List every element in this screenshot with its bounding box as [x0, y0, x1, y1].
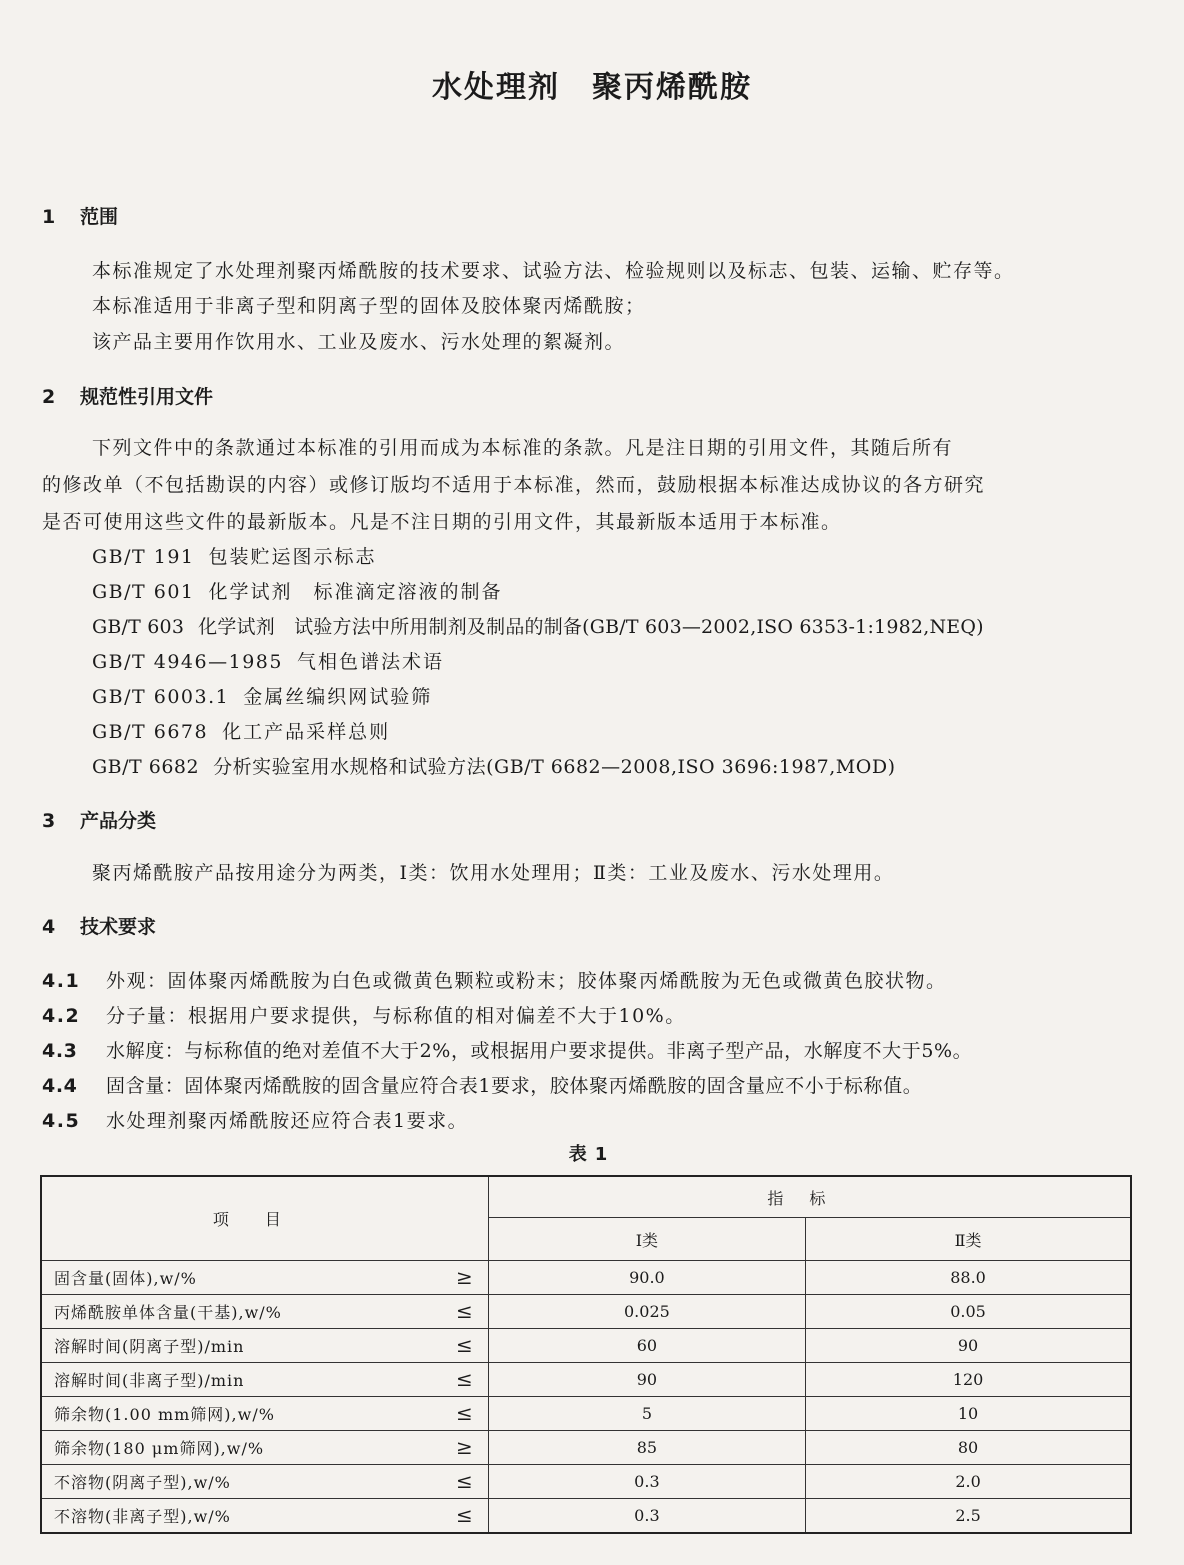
comparison-operator: ≤ — [455, 1401, 474, 1425]
section-title: 技术要求 — [80, 916, 157, 938]
table-header-class-1: Ⅰ类 — [488, 1218, 805, 1261]
table-header-index: 指标 — [488, 1176, 1131, 1218]
table-row — [41, 1397, 1131, 1431]
reference-code: GB/T 603 — [92, 616, 185, 638]
comparison-operator: ≤ — [455, 1333, 474, 1357]
row-item — [41, 1329, 488, 1363]
clause-item — [42, 1071, 922, 1098]
class-2-value: 88.0 — [806, 1261, 1131, 1295]
section-title: 产品分类 — [80, 810, 157, 832]
class-1-value: 90 — [488, 1363, 805, 1397]
clause-item — [42, 1106, 468, 1133]
section-number: 3 — [42, 810, 56, 832]
class-2-value: 2.0 — [806, 1465, 1131, 1499]
row-item — [41, 1261, 488, 1295]
reference-title: 气相色谱法术语 — [296, 651, 444, 673]
table-header-class-2: Ⅱ类 — [806, 1218, 1131, 1261]
reference-code: GB/T 4946—1985 — [92, 651, 283, 673]
paragraph: 的修改单（不包括勘误的内容）或修订版均不适用于本标准，然而，鼓励根据本标准达成协议的各方研究 — [42, 474, 986, 496]
paragraph: 该产品主要用作饮用水、工业及废水、污水处理的絮凝剂。 — [92, 331, 626, 353]
comparison-operator: ≤ — [455, 1469, 474, 1493]
reference-code: GB/T 191 — [92, 546, 195, 568]
clause-item — [42, 1036, 972, 1063]
row-item — [41, 1431, 488, 1465]
reference-item — [92, 542, 377, 569]
clause-number: 4.2 — [42, 1005, 81, 1027]
row-item — [41, 1465, 488, 1499]
table-row — [41, 1465, 1131, 1499]
section-number: 1 — [42, 206, 56, 228]
class-1-value: 0.3 — [488, 1465, 805, 1499]
clause-number: 4.1 — [42, 970, 81, 992]
item-label: 溶解时间(阴离子型)/min — [54, 1337, 245, 1356]
clause-text: 水处理剂聚丙烯酰胺还应符合表1要求。 — [106, 1110, 469, 1132]
paragraph: 本标准规定了水处理剂聚丙烯酰胺的技术要求、试验方法、检验规则以及标志、包装、运输、贮存等。 — [92, 260, 1015, 282]
paragraph: 是否可使用这些文件的最新版本。凡是不注日期的引用文件，其最新版本适用于本标准。 — [42, 511, 842, 533]
reference-title: 化工产品采样总则 — [222, 721, 391, 743]
reference-item — [92, 612, 984, 639]
clause-text: 分子量：根据用户要求提供，与标称值的相对偏差不大于10%。 — [106, 1005, 686, 1027]
reference-code: GB/T 601 — [92, 581, 195, 603]
class-2-value: 10 — [806, 1397, 1131, 1431]
class-1-value: 0.3 — [488, 1499, 805, 1534]
clause-item — [42, 966, 947, 993]
reference-item — [92, 752, 896, 779]
clause-item — [42, 1001, 686, 1028]
paragraph: 本标准适用于非离子型和阴离子型的固体及胶体聚丙烯酰胺； — [92, 295, 646, 317]
clause-text: 水解度：与标称值的绝对差值不大于2%，或根据用户要求提供。非离子型产品，水解度不大于5%。 — [106, 1040, 973, 1062]
section-number: 4 — [42, 916, 56, 938]
document-title: 水处理剂 聚丙烯酰胺 — [432, 70, 752, 105]
reference-title: 金属丝编织网试验筛 — [243, 686, 433, 708]
item-label: 不溶物(非离子型),w/% — [54, 1507, 231, 1526]
table-row — [41, 1329, 1131, 1363]
section-1-heading — [42, 202, 118, 229]
reference-title: 包装贮运图示标志 — [208, 546, 377, 568]
clause-text: 固含量：固体聚丙烯酰胺的固含量应符合表1要求，胶体聚丙烯酰胺的固含量应不小于标称值。 — [106, 1075, 923, 1097]
table-row — [41, 1295, 1131, 1329]
reference-code: GB/T 6682 — [92, 756, 200, 778]
class-1-value: 60 — [488, 1329, 805, 1363]
reference-item — [92, 717, 390, 744]
clause-text: 外观：固体聚丙烯酰胺为白色或微黄色颗粒或粉末；胶体聚丙烯酰胺为无色或微黄色胶状物。 — [106, 970, 947, 992]
reference-title: 化学试剂 试验方法中所用制剂及制品的制备(GB/T 603—2002,ISO 6353-1:1982,NEQ) — [198, 616, 984, 638]
table-row — [41, 1363, 1131, 1397]
table-row — [41, 1431, 1131, 1465]
reference-code: GB/T 6678 — [92, 721, 209, 743]
item-label: 不溶物(阴离子型),w/% — [54, 1473, 231, 1492]
section-4-heading — [42, 912, 156, 939]
class-1-value: 0.025 — [488, 1295, 805, 1329]
comparison-operator: ≥ — [455, 1265, 474, 1289]
section-title: 规范性引用文件 — [80, 386, 214, 408]
clause-number: 4.5 — [42, 1110, 81, 1132]
section-title: 范围 — [80, 206, 119, 228]
row-item — [41, 1499, 488, 1534]
table-row — [41, 1261, 1131, 1295]
section-number: 2 — [42, 386, 56, 408]
paragraph: 聚丙烯酰胺产品按用途分为两类，Ⅰ类：饮用水处理用；Ⅱ类：工业及废水、污水处理用。 — [92, 862, 895, 884]
section-3-heading — [42, 806, 156, 833]
class-2-value: 90 — [806, 1329, 1131, 1363]
comparison-operator: ≤ — [455, 1299, 474, 1323]
table-row — [41, 1499, 1131, 1534]
paragraph: 下列文件中的条款通过本标准的引用而成为本标准的条款。凡是注日期的引用文件，其随后所有 — [92, 437, 954, 459]
reference-title: 化学试剂 标准滴定溶液的制备 — [208, 581, 503, 603]
item-label: 筛余物(1.00 mm筛网),w/% — [54, 1405, 275, 1424]
row-item — [41, 1363, 488, 1397]
reference-item — [92, 647, 444, 674]
reference-item — [92, 682, 432, 709]
class-1-value: 90.0 — [488, 1261, 805, 1295]
row-item — [41, 1295, 488, 1329]
class-2-value: 120 — [806, 1363, 1131, 1397]
class-2-value: 2.5 — [806, 1499, 1131, 1534]
reference-item — [92, 577, 503, 604]
comparison-operator: ≤ — [455, 1367, 474, 1391]
table-caption: 表1 — [568, 1144, 616, 1165]
reference-title: 分析实验室用水规格和试验方法(GB/T 6682—2008,ISO 3696:1987,MOD) — [213, 756, 896, 778]
reference-code: GB/T 6003.1 — [92, 686, 230, 708]
comparison-operator: ≥ — [455, 1435, 474, 1459]
class-2-value: 80 — [806, 1431, 1131, 1465]
table-header-item: 项目 — [41, 1176, 488, 1261]
class-2-value: 0.05 — [806, 1295, 1131, 1329]
class-1-value: 5 — [488, 1397, 805, 1431]
clause-number: 4.4 — [42, 1075, 78, 1097]
requirements-table — [40, 1175, 1132, 1534]
section-2-heading — [42, 382, 213, 409]
row-item — [41, 1397, 488, 1431]
class-1-value: 85 — [488, 1431, 805, 1465]
clause-number: 4.3 — [42, 1040, 78, 1062]
item-label: 固含量(固体),w/% — [54, 1269, 197, 1288]
item-label: 筛余物(180 μm筛网),w/% — [54, 1439, 265, 1458]
item-label: 丙烯酰胺单体含量(干基),w/% — [54, 1303, 282, 1322]
item-label: 溶解时间(非离子型)/min — [54, 1371, 245, 1390]
comparison-operator: ≤ — [455, 1503, 474, 1527]
